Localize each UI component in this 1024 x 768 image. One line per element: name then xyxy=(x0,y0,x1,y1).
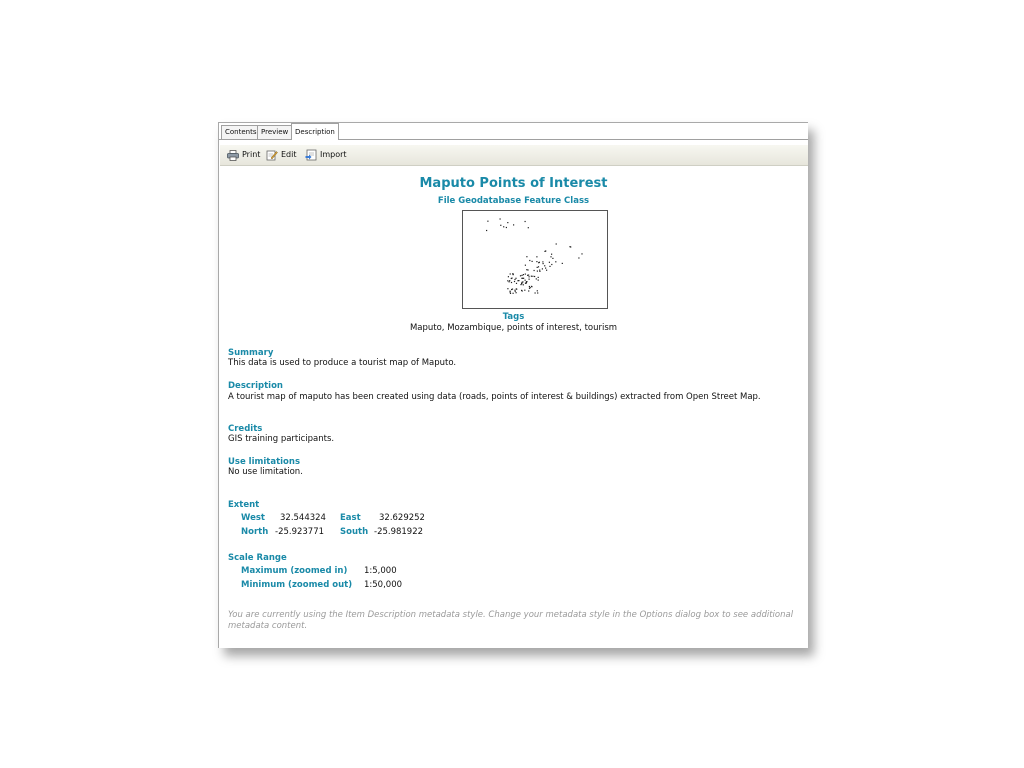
poi-point xyxy=(536,278,537,279)
description-heading: Description xyxy=(228,381,283,391)
poi-point xyxy=(526,256,527,257)
poi-point xyxy=(526,282,527,283)
poi-point xyxy=(525,265,526,266)
scale-min-value: 1:50,000 xyxy=(364,580,403,590)
description-content xyxy=(219,167,808,648)
tab-preview[interactable]: Preview xyxy=(257,125,292,139)
poi-point xyxy=(538,262,539,263)
poi-point xyxy=(528,290,529,291)
poi-point xyxy=(515,291,516,292)
toolbar xyxy=(220,145,808,166)
poi-point xyxy=(545,268,546,269)
edit-pencil-icon xyxy=(266,149,278,161)
poi-point xyxy=(556,243,557,244)
poi-point xyxy=(531,286,532,287)
poi-point xyxy=(532,261,533,262)
poi-point xyxy=(581,253,582,254)
poi-point xyxy=(517,280,518,281)
poi-point xyxy=(534,270,535,271)
thumbnail-image xyxy=(462,210,608,309)
print-label: Print xyxy=(242,150,261,159)
extent-east-label: East xyxy=(340,513,361,523)
credits-text: GIS training participants. xyxy=(228,434,335,444)
poi-point xyxy=(508,276,509,277)
poi-point xyxy=(516,288,517,289)
poi-point xyxy=(570,246,571,247)
poi-point xyxy=(528,227,529,228)
poi-point xyxy=(522,281,523,282)
poi-point xyxy=(543,263,544,264)
item-description-window xyxy=(218,122,808,648)
poi-point xyxy=(536,261,537,262)
poi-point xyxy=(538,280,539,281)
poi-point xyxy=(513,224,514,225)
thumbnail-points-map xyxy=(463,211,607,308)
poi-point xyxy=(520,284,521,285)
poi-point xyxy=(514,279,515,280)
poi-point xyxy=(516,292,517,293)
poi-point xyxy=(529,279,530,280)
poi-point xyxy=(532,276,533,277)
poi-point xyxy=(542,261,543,262)
poi-point xyxy=(537,290,538,291)
poi-point xyxy=(527,269,528,270)
poi-point xyxy=(525,221,526,222)
poi-point xyxy=(511,278,512,279)
poi-point xyxy=(522,278,523,279)
poi-point xyxy=(522,290,523,291)
poi-point xyxy=(509,280,510,281)
item-title: Maputo Points of Interest xyxy=(419,176,608,191)
summary-text: This data is used to produce a tourist map of Maputo. xyxy=(228,358,457,368)
poi-point xyxy=(544,251,545,252)
poi-point xyxy=(516,283,517,284)
scale-range-heading: Scale Range xyxy=(228,553,287,563)
edit-button[interactable] xyxy=(266,148,297,162)
poi-point xyxy=(513,293,514,294)
scale-max-label: Maximum (zoomed in) xyxy=(241,566,348,576)
poi-point xyxy=(526,269,527,270)
poi-point xyxy=(512,273,513,274)
poi-point xyxy=(551,264,552,265)
extent-south-label: South xyxy=(340,527,369,537)
poi-point xyxy=(527,275,528,276)
extent-north-label: North xyxy=(241,527,269,537)
extent-west-value: 32.544324 xyxy=(280,513,326,523)
edit-label: Edit xyxy=(281,150,297,159)
poi-point xyxy=(537,271,538,272)
poi-point xyxy=(529,260,530,261)
poi-point xyxy=(525,280,526,281)
poi-point xyxy=(515,278,516,279)
poi-point xyxy=(550,256,551,257)
use-limitations-heading: Use limitations xyxy=(228,457,301,467)
poi-point xyxy=(544,265,545,266)
poi-point xyxy=(534,276,535,277)
poi-point xyxy=(536,256,537,257)
poi-point xyxy=(537,292,538,293)
extent-south-value: -25.981922 xyxy=(374,527,424,537)
poi-point xyxy=(509,281,510,282)
poi-point xyxy=(538,266,539,267)
poi-point xyxy=(549,266,550,267)
poi-point xyxy=(507,288,508,289)
tab-description[interactable]: Description xyxy=(291,123,339,140)
poi-point xyxy=(500,218,501,219)
poi-point xyxy=(555,261,556,262)
scale-min-label: Minimum (zoomed out) xyxy=(241,580,353,590)
print-button[interactable] xyxy=(227,148,260,162)
poi-point xyxy=(535,292,536,293)
poi-point xyxy=(510,273,511,274)
printer-icon xyxy=(227,150,239,161)
tags-heading: Tags xyxy=(502,312,525,322)
poi-point xyxy=(523,284,524,285)
metadata-style-note: You are currently using the Item Description metadata style. Change your metadata style in the Options dialog box to see additional metadata content. xyxy=(228,610,794,631)
poi-point xyxy=(578,257,579,258)
poi-point xyxy=(486,230,487,231)
use-limitations-text: No use limitation. xyxy=(228,467,303,477)
import-icon xyxy=(305,149,317,161)
poi-point xyxy=(539,271,540,272)
poi-point xyxy=(529,276,530,277)
poi-point xyxy=(500,225,501,226)
scale-max-value: 1:5,000 xyxy=(364,566,397,576)
tab-bar xyxy=(219,123,808,140)
import-label: Import xyxy=(320,150,347,159)
poi-point xyxy=(521,283,522,284)
description-text: A tourist map of maputo has been created using data (roads, points of interest & buildings) extracted from Open Street Map. xyxy=(228,392,761,402)
poi-point xyxy=(562,263,563,264)
import-button[interactable] xyxy=(305,148,347,162)
poi-point xyxy=(487,221,488,222)
poi-point xyxy=(510,293,511,294)
poi-point xyxy=(552,258,553,259)
poi-point xyxy=(551,254,552,255)
poi-point xyxy=(520,275,521,276)
poi-point xyxy=(525,274,526,275)
poi-point xyxy=(549,262,550,263)
poi-point xyxy=(507,280,508,281)
poi-point xyxy=(537,267,538,268)
extent-heading: Extent xyxy=(228,500,260,510)
poi-point xyxy=(523,274,524,275)
poi-point xyxy=(514,290,515,291)
summary-heading: Summary xyxy=(228,348,274,358)
poi-point xyxy=(510,292,511,293)
item-type: File Geodatabase Feature Class xyxy=(437,196,590,206)
poi-point xyxy=(506,227,507,228)
tags-text: Maputo, Mozambique, points of interest, tourism xyxy=(409,323,618,333)
credits-heading: Credits xyxy=(228,424,263,434)
poi-point xyxy=(521,275,522,276)
poi-point xyxy=(511,282,512,283)
extent-east-value: 32.629252 xyxy=(379,513,425,523)
poi-point xyxy=(539,270,540,271)
poi-point xyxy=(542,268,543,269)
extent-north-value: -25.923771 xyxy=(275,527,325,537)
poi-point xyxy=(530,287,531,288)
poi-point xyxy=(546,270,547,271)
poi-point xyxy=(511,289,512,290)
poi-point xyxy=(538,277,539,278)
poi-point xyxy=(529,286,530,287)
poi-point xyxy=(524,290,525,291)
extent-west-label: West xyxy=(241,513,265,523)
poi-point xyxy=(507,222,508,223)
tab-contents[interactable]: Contents xyxy=(221,125,261,139)
poi-point xyxy=(514,281,515,282)
poi-point xyxy=(531,276,532,277)
poi-point xyxy=(503,226,504,227)
